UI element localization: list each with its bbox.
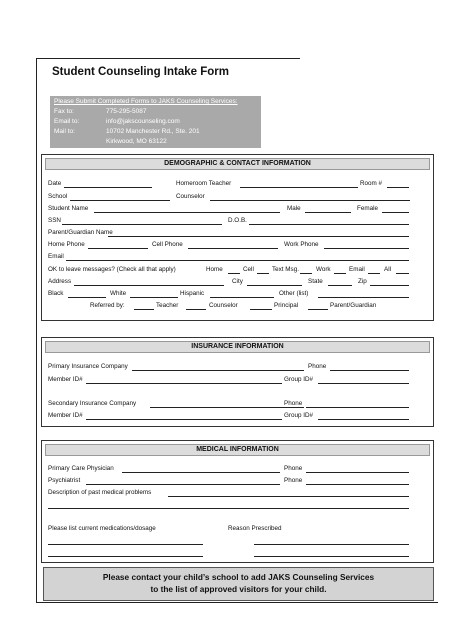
- physician-label: Primary Care Physician: [48, 465, 114, 472]
- notice-box: [43, 567, 434, 601]
- other-field[interactable]: [318, 297, 409, 298]
- primary-insurance-label: Primary Insurance Company: [48, 363, 128, 370]
- mail-label: Mail to:: [54, 128, 75, 135]
- dob-field[interactable]: [249, 224, 409, 225]
- reason-field-2[interactable]: [254, 556, 409, 557]
- counselor-checkbox[interactable]: [186, 309, 206, 310]
- principal-label: Principal: [274, 302, 299, 309]
- opt-all-checkbox[interactable]: [396, 273, 409, 274]
- state-label: State: [308, 278, 323, 285]
- psychiatrist-phone-label: Phone: [284, 477, 303, 484]
- student-name-field[interactable]: [94, 212, 280, 213]
- opt-text-checkbox[interactable]: [300, 273, 312, 274]
- mail-line2: Kirkwood, MO 63122: [106, 138, 167, 145]
- hispanic-label: Hispanic: [180, 290, 205, 297]
- cell-phone-label: Cell Phone: [152, 241, 183, 248]
- past-medical-label: Description of past medical problems: [48, 489, 152, 496]
- city-label: City: [232, 278, 243, 285]
- ssn-field[interactable]: [62, 224, 222, 225]
- mail-line1: 10702 Manchester Rd., Ste. 201: [106, 128, 200, 135]
- medications-label: Please list current medications/dosage: [48, 525, 156, 532]
- fax-label: Fax to:: [54, 108, 74, 115]
- opt-home-label: Home: [206, 266, 223, 273]
- physician-field[interactable]: [122, 472, 280, 473]
- city-field[interactable]: [247, 285, 302, 286]
- secondary-insurance-field[interactable]: [150, 407, 304, 408]
- demographic-section: [41, 154, 434, 321]
- dob-label: D.O.B.: [228, 217, 247, 224]
- primary-group-field[interactable]: [318, 383, 409, 384]
- fax-value: 775-295-5087: [106, 108, 147, 115]
- primary-group-label: Group ID#: [284, 376, 314, 383]
- secondary-member-field[interactable]: [86, 419, 282, 420]
- psychiatrist-phone-field[interactable]: [306, 484, 409, 485]
- counselor-option-label: Counselor: [209, 302, 238, 309]
- frame-bottom: [36, 602, 438, 603]
- secondary-group-field[interactable]: [318, 419, 409, 420]
- primary-member-field[interactable]: [86, 383, 282, 384]
- address-label: Address: [48, 278, 72, 285]
- reason-field-1[interactable]: [254, 544, 409, 545]
- work-phone-label: Work Phone: [284, 241, 319, 248]
- black-checkbox[interactable]: [68, 297, 106, 298]
- physician-phone-field[interactable]: [306, 472, 409, 473]
- email-label: Email to:: [54, 118, 80, 125]
- psychiatrist-label: Psychiatrist: [48, 477, 81, 484]
- primary-insurance-field[interactable]: [132, 370, 304, 371]
- black-label: Black: [48, 290, 64, 297]
- teacher-checkbox[interactable]: [134, 309, 154, 310]
- school-label: School: [48, 193, 68, 200]
- medications-field-2[interactable]: [48, 556, 203, 557]
- cell-phone-field[interactable]: [188, 248, 278, 249]
- past-medical-field-1[interactable]: [168, 496, 409, 497]
- insurance-section: [41, 337, 434, 427]
- referred-label: Referred by:: [90, 302, 125, 309]
- parent-guardian-checkbox[interactable]: [308, 309, 328, 310]
- counselor-field[interactable]: [210, 200, 410, 201]
- email-value[interactable]: info@jakscounseling.com: [106, 118, 180, 125]
- homeroom-field[interactable]: [240, 187, 358, 188]
- school-field[interactable]: [70, 200, 170, 201]
- opt-work-checkbox[interactable]: [334, 273, 346, 274]
- insurance-header: INSURANCE INFORMATION: [45, 341, 430, 353]
- medical-header: MEDICAL INFORMATION: [45, 444, 430, 456]
- past-medical-field-2[interactable]: [48, 508, 409, 509]
- address-field[interactable]: [74, 285, 224, 286]
- ok-messages-label: OK to leave messages? (Check all that apply): [48, 266, 176, 273]
- primary-phone-field[interactable]: [330, 370, 409, 371]
- white-label: White: [110, 290, 127, 297]
- medications-field-1[interactable]: [48, 544, 203, 545]
- notice-line1: Please contact your child’s school to add JAKS Counseling Services: [102, 572, 375, 582]
- opt-all-label: All: [384, 266, 391, 273]
- opt-email-label: Email: [349, 266, 365, 273]
- secondary-insurance-label: Secondary Insurance Company: [48, 400, 137, 407]
- opt-work-label: Work: [316, 266, 331, 273]
- opt-email-checkbox[interactable]: [368, 273, 380, 274]
- medical-section: [41, 440, 434, 563]
- psychiatrist-field[interactable]: [86, 484, 280, 485]
- email-label: Email: [48, 253, 64, 260]
- student-name-label: Student Name: [48, 205, 89, 212]
- opt-cell-label: Cell: [243, 266, 254, 273]
- state-field[interactable]: [328, 285, 352, 286]
- demographic-header: DEMOGRAPHIC & CONTACT INFORMATION: [45, 158, 430, 170]
- opt-cell-checkbox[interactable]: [257, 273, 269, 274]
- room-label: Room #: [360, 180, 383, 187]
- notice-line2: to the list of approved visitors for your child.: [150, 584, 327, 594]
- date-label: Date: [48, 180, 62, 187]
- email-field[interactable]: [66, 260, 409, 261]
- opt-text-label: Text Msg.: [272, 266, 299, 273]
- secondary-phone-label: Phone: [284, 400, 303, 407]
- male-checkbox[interactable]: [305, 212, 351, 213]
- secondary-group-label: Group ID#: [284, 412, 314, 419]
- homeroom-label: Homeroom Teacher: [176, 180, 232, 187]
- female-label: Female: [357, 205, 378, 212]
- zip-label: Zip: [358, 278, 367, 285]
- hispanic-checkbox[interactable]: [210, 297, 274, 298]
- teacher-label: Teacher: [156, 302, 179, 309]
- secondary-phone-field[interactable]: [306, 407, 409, 408]
- form-title: Student Counseling Intake Form: [52, 66, 229, 78]
- physician-phone-label: Phone: [284, 465, 303, 472]
- home-phone-field[interactable]: [88, 248, 148, 249]
- primary-member-label: Member ID#: [48, 376, 83, 383]
- zip-field[interactable]: [370, 285, 409, 286]
- primary-phone-label: Phone: [308, 363, 327, 370]
- work-phone-field[interactable]: [324, 248, 409, 249]
- ssn-label: SSN: [48, 217, 61, 224]
- reason-label: Reason Prescribed: [228, 525, 282, 532]
- submit-header: Please Submit Completed Forms to JAKS Counseling Services:: [54, 98, 238, 105]
- home-phone-label: Home Phone: [48, 241, 85, 248]
- parent-field[interactable]: [108, 236, 409, 237]
- parent-label: Parent/Guardian Name: [48, 229, 113, 236]
- female-checkbox[interactable]: [382, 212, 409, 213]
- parent-guardian-label: Parent/Guardian: [330, 302, 377, 309]
- submit-info-box: [50, 96, 261, 148]
- frame-top: [36, 58, 300, 59]
- white-checkbox[interactable]: [130, 297, 178, 298]
- male-label: Male: [287, 205, 301, 212]
- other-label: Other (list): [279, 290, 309, 297]
- counselor-label: Counselor: [176, 193, 205, 200]
- frame-left: [36, 58, 37, 603]
- secondary-member-label: Member ID#: [48, 412, 83, 419]
- room-field[interactable]: [387, 187, 409, 188]
- opt-home-checkbox[interactable]: [228, 273, 240, 274]
- principal-checkbox[interactable]: [250, 309, 272, 310]
- date-field[interactable]: [64, 187, 152, 188]
